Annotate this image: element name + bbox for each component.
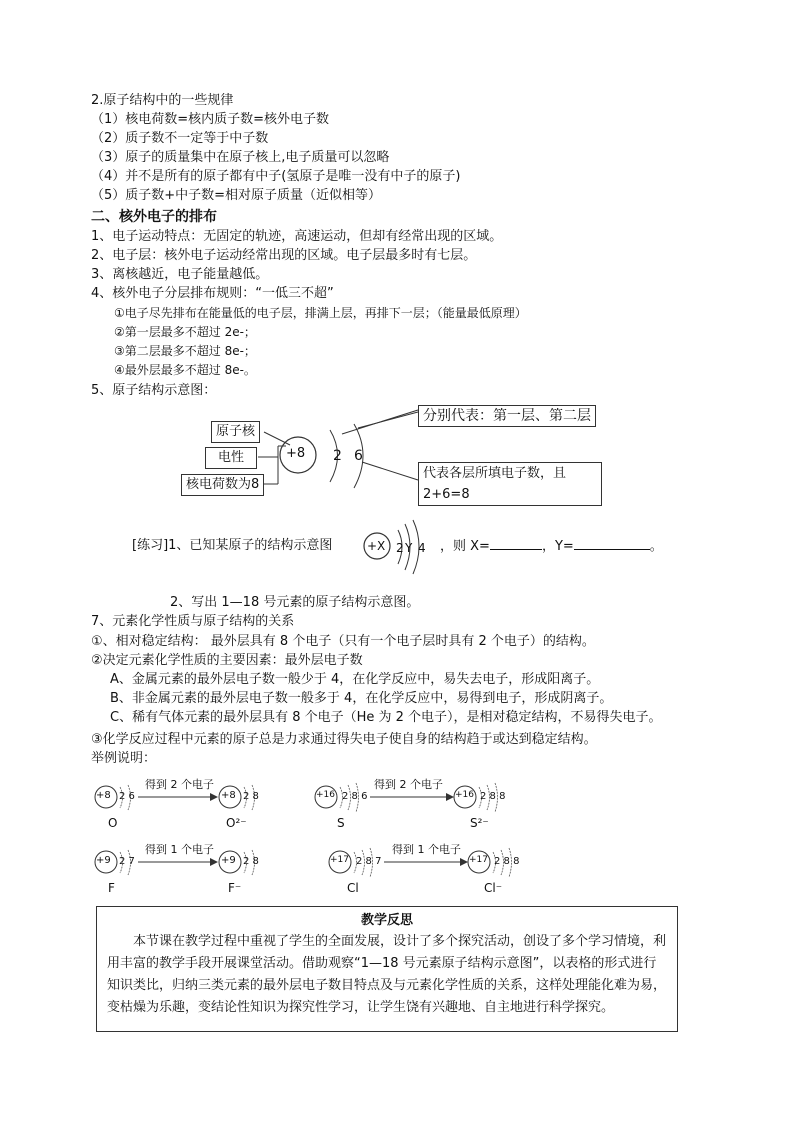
rule-line: （5）质子数+中子数=相对原子质量（近似相等） (91, 188, 382, 203)
element-symbol: S (337, 816, 345, 830)
rule-item: ③第二层最多不超过 8e-； (114, 344, 256, 358)
electron-label: 2 8 6 (342, 791, 368, 802)
answer-x-blank[interactable] (490, 537, 542, 550)
nucleus-label: +9 (96, 855, 111, 866)
nuclear-charge-box: 核电荷数为8 (181, 474, 264, 496)
answer-end: 。 (649, 539, 663, 554)
layers-note-box: 分别代表：第一层、第二层 (418, 405, 596, 427)
ion-symbol: Cl⁻ (484, 881, 503, 895)
rule-line: （3）原子的质量集中在原子核上,电子质量可以忽略 (91, 150, 390, 165)
nucleus-label-box: 原子核 (211, 421, 260, 443)
text-line: 2、电子层：核外电子运动经常出现的区域。电子层最多时有七层。 (91, 248, 477, 263)
rule-line: （4）并不是所有的原子都有中子(氢原子是唯一没有中子的原子) (91, 169, 461, 184)
practice-answer (440, 537, 663, 556)
element-symbol: O (108, 816, 118, 830)
electron-label: 2 8 (243, 856, 259, 867)
element-symbol: F (108, 881, 115, 895)
pointer-line (358, 412, 418, 428)
nucleus-label: +16 (316, 790, 335, 800)
nucleus-label: +9 (221, 855, 236, 866)
answer-y-label: ，Y= (541, 539, 574, 554)
nucleus-label: +17 (330, 855, 349, 865)
element-symbol: Cl (347, 881, 359, 895)
fill-note-line: 2+6=8 (423, 487, 470, 502)
rule-line: （2）质子数不一定等于中子数 (91, 131, 269, 146)
text-line: 1、电子运动特点：无固定的轨迹，高速运动，但却有经常出现的区域。 (91, 229, 503, 244)
rule-item: ①电子尽先排布在能量低的电子层，排满上层，再排下一层；（能量最低原理） (114, 306, 527, 320)
electron-label: 2 8 7 (356, 856, 382, 867)
answer-y-blank[interactable] (574, 537, 650, 550)
text-line: ③化学反应过程中元素的原子总是力求通过得失电子使自身的结构趋于或达到稳定结构。 (91, 732, 597, 747)
practice-electron: 4 (418, 541, 426, 555)
nucleus-charge: +8 (286, 446, 306, 461)
practice-nucleus: +X (367, 539, 386, 553)
practice-electron: 2 (396, 541, 404, 555)
nucleus-label: +16 (455, 790, 474, 800)
electron-count: 2 (333, 448, 342, 464)
ion-symbol: S²⁻ (470, 816, 489, 830)
electron-label: 2 7 (119, 856, 135, 867)
diagram-heading: 5、原子结构示意图： (91, 383, 217, 398)
electron-label: 2 6 (119, 791, 135, 802)
teaching-reflection-box (96, 906, 678, 1032)
text-line: 4、核外电子分层排布规则：“一低三不超” (91, 286, 334, 301)
text-line: C、稀有气体元素的最外层具有 8 个电子（He 为 2 个电子），是相对稳定结构，不易得失电子。 (110, 710, 662, 725)
fill-note-box (418, 462, 602, 506)
nucleus-label: +17 (469, 855, 488, 865)
practice-prefix: [练习]1、已知某原子的结构示意图 (132, 538, 333, 553)
arrow-label: 得到 1 个电子 (392, 843, 461, 856)
arrow-label: 得到 2 个电子 (374, 778, 443, 791)
nucleus-label: +8 (221, 790, 236, 801)
electron-count: 6 (354, 448, 363, 464)
text-line: ②决定元素化学性质的主要因素：最外层电子数 (91, 653, 363, 668)
electron-label: 2 8 (243, 791, 259, 802)
answer-x-label: ，则 X= (440, 539, 490, 554)
text-line: ①、相对稳定结构： 最外层具有 8 个电子（只有一个电子层时具有 2 个电子）的结构。 (91, 634, 595, 649)
arrow-label: 得到 2 个电子 (145, 778, 214, 791)
fill-note-line: 代表各层所填电子数，且 (423, 466, 567, 481)
rule-item: ④最外层最多不超过 8e-。 (114, 363, 256, 377)
charge-label-box: 电性 (205, 447, 257, 469)
text-line: 举例说明： (91, 751, 157, 766)
section-heading: 2.原子结构中的一些规律 (91, 93, 234, 108)
nucleus-label: +8 (96, 790, 111, 801)
practice-electron: Y (405, 541, 413, 555)
electron-label: 2 8 8 (480, 791, 506, 802)
text-line: B、非金属元素的最外层电子数一般多于 4，在化学反应中，易得到电子，形成阴离子。 (110, 691, 613, 706)
ion-symbol: F⁻ (228, 881, 242, 895)
rule-item: ②第一层最多不超过 2e-； (114, 325, 256, 339)
text-line: 3、离核越近，电子能量越低。 (91, 267, 269, 282)
reflection-title: 教学反思 (360, 913, 413, 928)
ion-symbol: O²⁻ (226, 816, 247, 830)
section-title: 二、核外电子的排布 (91, 209, 217, 225)
arrow-label: 得到 1 个电子 (145, 843, 214, 856)
rule-line: （1）核电荷数=核内质子数=核外电子数 (91, 112, 330, 127)
connector-line (264, 432, 290, 445)
text-line: A、金属元素的最外层电子数一般少于 4，在化学反应中，易失去电子，形成阳离子。 (110, 672, 600, 687)
practice-question-2: 2、写出 1—18 号元素的原子结构示意图。 (170, 595, 420, 610)
reflection-text: 本节课在教学过程中重视了学生的全面发展，设计了多个探究活动，创设了多个学习情境，利用丰富的教学手段开展课堂活动。借助观察“1—18 号元素原子结构示意图”，以表格的形式进行知识类比，归纳三类元素的最外层电子数目特点及与元素化学性质的关系，这样处理能化难为易，变枯燥为乐趣，变结论性知识为探究性学习，让学生饶有兴趣地、自主地进行科学探究。 (107, 934, 667, 1015)
section-heading: 7、元素化学性质与原子结构的关系 (91, 614, 295, 629)
pointer-line (362, 462, 418, 480)
electron-label: 2 8 8 (494, 856, 520, 867)
